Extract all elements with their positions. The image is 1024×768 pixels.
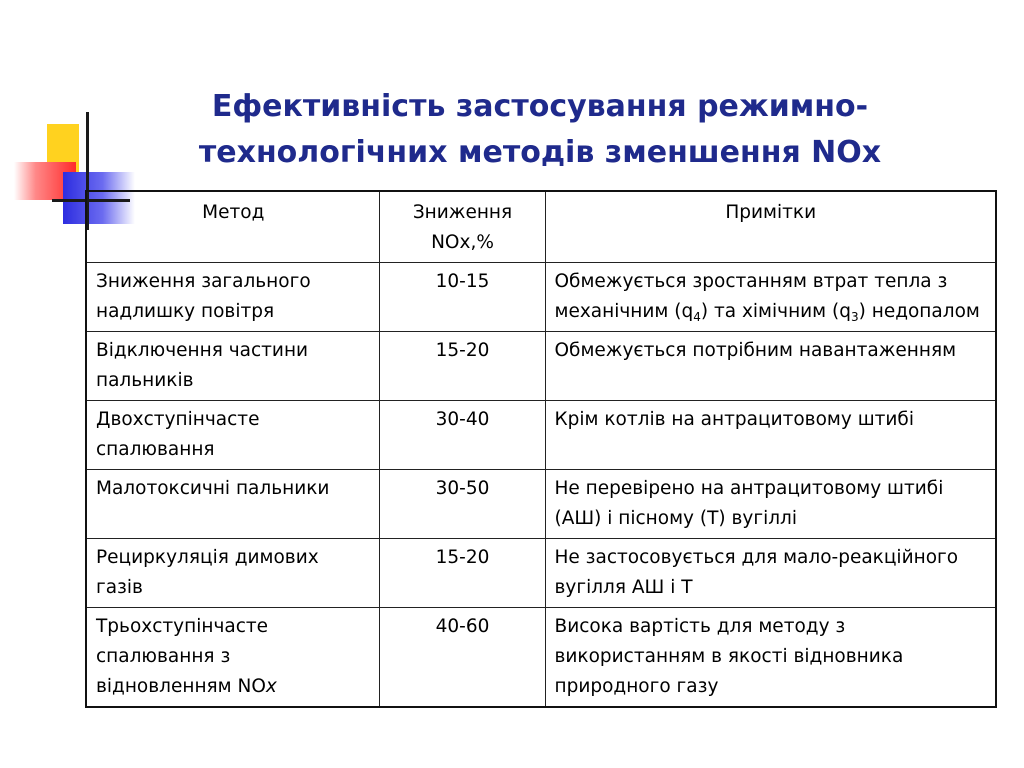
table-header-row <box>86 191 996 263</box>
cell-method <box>86 608 379 708</box>
table-row <box>86 539 996 608</box>
slide-title-line-2: технологічних методів зменшення NOx <box>198 135 882 170</box>
cell-reduction: 30-50 <box>379 470 545 539</box>
methods-table <box>85 190 997 708</box>
cell-method: Рециркуляція димових газів <box>86 539 379 608</box>
note-text: Обмежується зростанням втрат тепла з механічним (q <box>554 271 948 322</box>
subscript-q3: 3 <box>850 310 859 324</box>
method-italic-x: x <box>265 676 277 697</box>
cell-reduction: 15-20 <box>379 332 545 401</box>
header-method: Метод <box>86 191 379 263</box>
header-notes: Примітки <box>545 191 996 263</box>
cell-method: Відключення частини пальників <box>86 332 379 401</box>
table-row <box>86 401 996 470</box>
cell-note: Крім котлів на антрацитовому штибі <box>545 401 996 470</box>
cell-reduction: 40-60 <box>379 608 545 708</box>
note-text: ) недопалом <box>858 301 980 322</box>
slide-title-line-1: Ефективність застосування режимно- <box>211 89 869 124</box>
cell-method: Зниження загального надлишку повітря <box>86 263 379 332</box>
table-row <box>86 332 996 401</box>
note-text: ) та хімічним (q <box>700 301 851 322</box>
subscript-q4: 4 <box>693 310 701 324</box>
cell-reduction: 30-40 <box>379 401 545 470</box>
slide-title <box>100 84 980 176</box>
cell-method: Малотоксичні пальники <box>86 470 379 539</box>
cell-note: Не застосовується для мало-реакційного вугілля АШ і Т <box>545 539 996 608</box>
method-text: Трьохступінчасте спалювання з відновленням NO <box>96 616 269 697</box>
table-row <box>86 608 996 708</box>
cell-note: Висока вартість для методу з використанням в якості відновника природного газу <box>545 608 996 708</box>
cell-reduction: 10-15 <box>379 263 545 332</box>
table-row <box>86 470 996 539</box>
cell-note: Не перевірено на антрацитовому штибі (АШ) і пісному (Т) вугіллі <box>545 470 996 539</box>
table-row <box>86 263 996 332</box>
cell-note <box>545 263 996 332</box>
header-reduction: Зниження NOx,% <box>379 191 545 263</box>
cell-note: Обмежується потрібним навантаженням <box>545 332 996 401</box>
cell-method: Двохступінчасте спалювання <box>86 401 379 470</box>
cell-reduction: 15-20 <box>379 539 545 608</box>
